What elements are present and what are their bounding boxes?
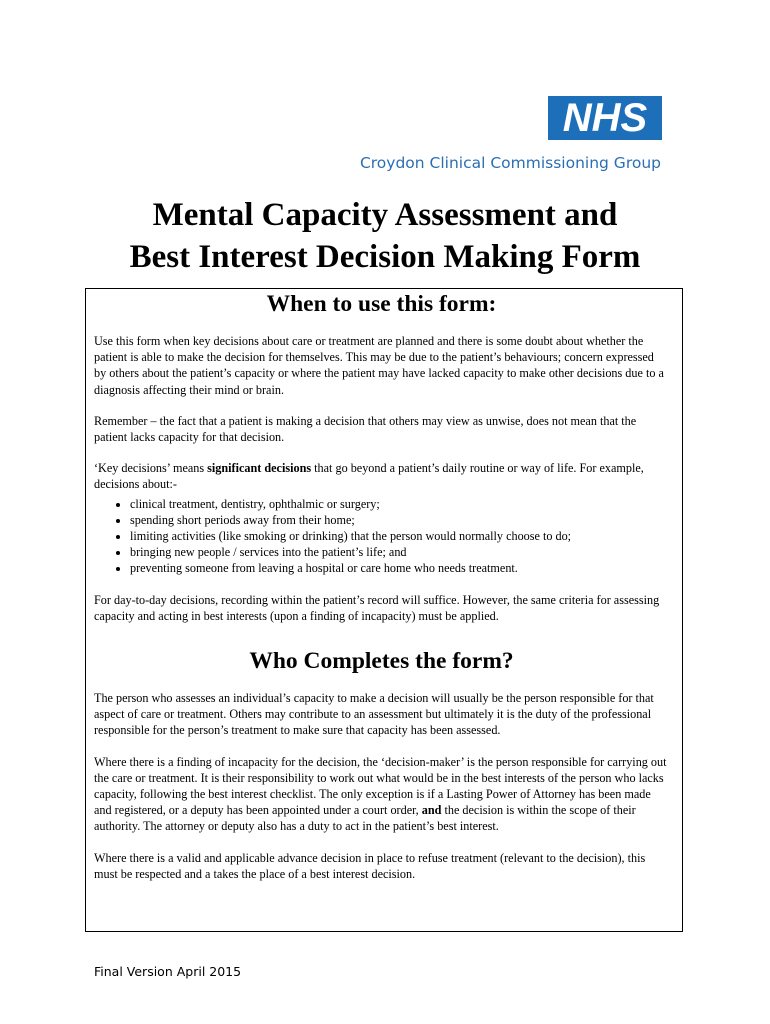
who-paragraph-2 [94, 754, 669, 835]
list-item: • clinical treatment, dentistry, ophthalmic or surgery; [130, 496, 669, 512]
decision-examples-list [94, 496, 669, 577]
guidance-content [94, 289, 669, 882]
list-item: • spending short periods away from their home; [130, 512, 669, 528]
nhs-logo [548, 96, 662, 140]
who-paragraph-3: Where there is a valid and applicable advance decision in place to refuse treatment (relevant to the decision), this must be respected and a takes the place of a best interest decision. [94, 850, 646, 881]
list-item: • preventing someone from leaving a hospital or care home who needs treatment. [130, 560, 669, 576]
nhs-logo-text: NHS [562, 96, 648, 140]
and-bold: and [421, 803, 442, 818]
footer-version: Final Version April 2015 [94, 964, 242, 979]
decision-maker-rest: the decision is within the scope of their authority. The attorney or deputy also has a duty to act in the patient’s best interest. [94, 803, 636, 834]
key-decisions-intro: ‘Key decisions’ means [94, 461, 208, 476]
list-item: • limiting activities (like smoking or drinking) that the person would normally choose to do; [130, 528, 669, 544]
when-paragraph-1: Use this form when key decisions about care or treatment are planned and there is some doubt about whether the patient is able to make the decision for themselves. This may be due to the patient’s behaviours; concern expressed by others about the patient’s capacity or where the patient may have lacked capacity to make other decisions due to a diagnosis affecting their mind or brain. [94, 334, 664, 397]
title-line-2: Best Interest Decision Making Form [129, 239, 641, 275]
list-item: • bringing new people / services into the patient’s life; and [130, 544, 669, 560]
when-paragraph-4: For day-to-day decisions, recording within the patient’s record will suffice. However, the same criteria for assessing capacity and acting in best interests (upon a finding of incapacity) must be applied. [94, 592, 660, 623]
key-decisions-rest: that go beyond a patient’s daily routine or way of life. For example, decisions about:- [94, 461, 644, 492]
document-title [0, 194, 770, 278]
significant-decisions-bold: significant decisions [207, 461, 312, 476]
when-paragraph-2: Remember – the fact that a patient is making a decision that others may view as unwise, does not mean that the patient lacks capacity for that decision. [94, 413, 637, 445]
who-paragraph-1: The person who assesses an individual’s capacity to make a decision will usually be the person responsible for that aspect of care or treatment. Others may contribute to an assessment but ultimately it is the duty of the professional responsible for the person’s treatment to make sure that capacity has been assessed. [94, 691, 654, 738]
title-line-1: Mental Capacity Assessment and [152, 197, 618, 233]
guidance-box [85, 288, 683, 932]
decision-maker-text: Where there is a finding of incapacity for the decision, the ‘decision-maker’ is the person responsible for carrying out the care or treatment. It is their responsibility to work out what would be in the best interests of the person who lacks capacity, following the best interest checklist. The only exception is if a Lasting Power of Attorney has been made and registered, or a deputy has been appointed under a court order, [94, 754, 667, 818]
when-heading: When to use this form: [266, 291, 497, 317]
when-paragraph-3 [94, 460, 669, 492]
who-heading: Who Completes the form? [249, 648, 514, 675]
organisation-name: Croydon Clinical Commissioning Group [359, 154, 661, 172]
